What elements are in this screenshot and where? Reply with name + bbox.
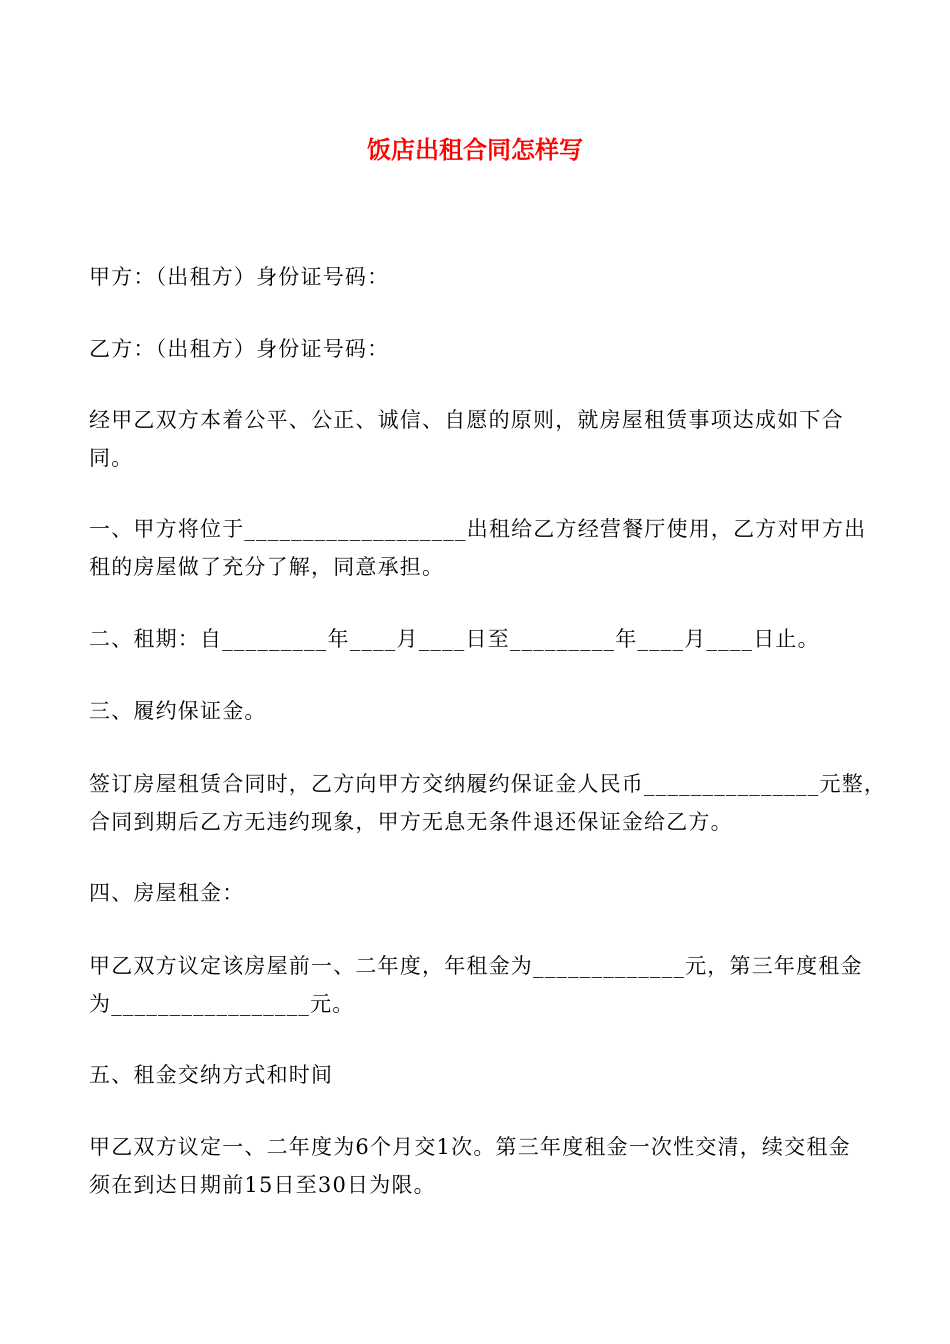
paragraph-clause-4 <box>89 874 869 912</box>
document-title: 饭店出租合同怎样写 <box>367 136 583 164</box>
text-line: 同。 <box>89 446 134 470</box>
text-line: 甲方：（出租方）身份证号码： <box>89 265 390 289</box>
paragraph-clause-1 <box>89 510 869 586</box>
paragraph-clause-5 <box>89 1056 869 1094</box>
text-line: 四、房屋租金： <box>89 881 245 905</box>
text-line: 一、甲方将位于___________________出租给乙方经营餐厅使用，乙方对甲方出 <box>89 517 867 541</box>
text-line: 租的房屋做了充分了解，同意承担。 <box>89 555 445 579</box>
paragraph-rent <box>89 947 869 1023</box>
paragraph-party-a <box>89 258 869 296</box>
text-line: 二、租期：自_________年____月____日至_________年____月____日止。 <box>89 627 820 651</box>
text-line: 五、租金交纳方式和时间 <box>89 1063 334 1087</box>
text-line: 签订房屋租赁合同时，乙方向甲方交纳履约保证金人民币_______________元整， <box>89 772 887 796</box>
paragraph-payment <box>89 1128 869 1204</box>
text-line: 为_________________元。 <box>89 992 355 1016</box>
text-line: 三、履约保证金。 <box>89 699 267 723</box>
paragraph-deposit <box>89 765 887 841</box>
paragraph-clause-2 <box>89 620 869 658</box>
paragraph-preamble <box>89 401 869 477</box>
text-line: 甲乙双方议定一、二年度为6个月交1次。第三年度租金一次性交清，续交租金 <box>89 1135 851 1159</box>
text-line: 须在到达日期前15日至30日为限。 <box>89 1173 436 1197</box>
text-line: 经甲乙双方本着公平、公正、诚信、自愿的原则，就房屋租赁事项达成如下合 <box>89 408 844 432</box>
text-line: 甲乙双方议定该房屋前一、二年度，年租金为_____________元，第三年度租金 <box>89 954 863 978</box>
text-line: 合同到期后乙方无违约现象，甲方无息无条件退还保证金给乙方。 <box>89 810 733 834</box>
text-line: 乙方：（出租方）身份证号码： <box>89 337 390 361</box>
paragraph-party-b <box>89 330 869 368</box>
paragraph-clause-3 <box>89 692 869 730</box>
